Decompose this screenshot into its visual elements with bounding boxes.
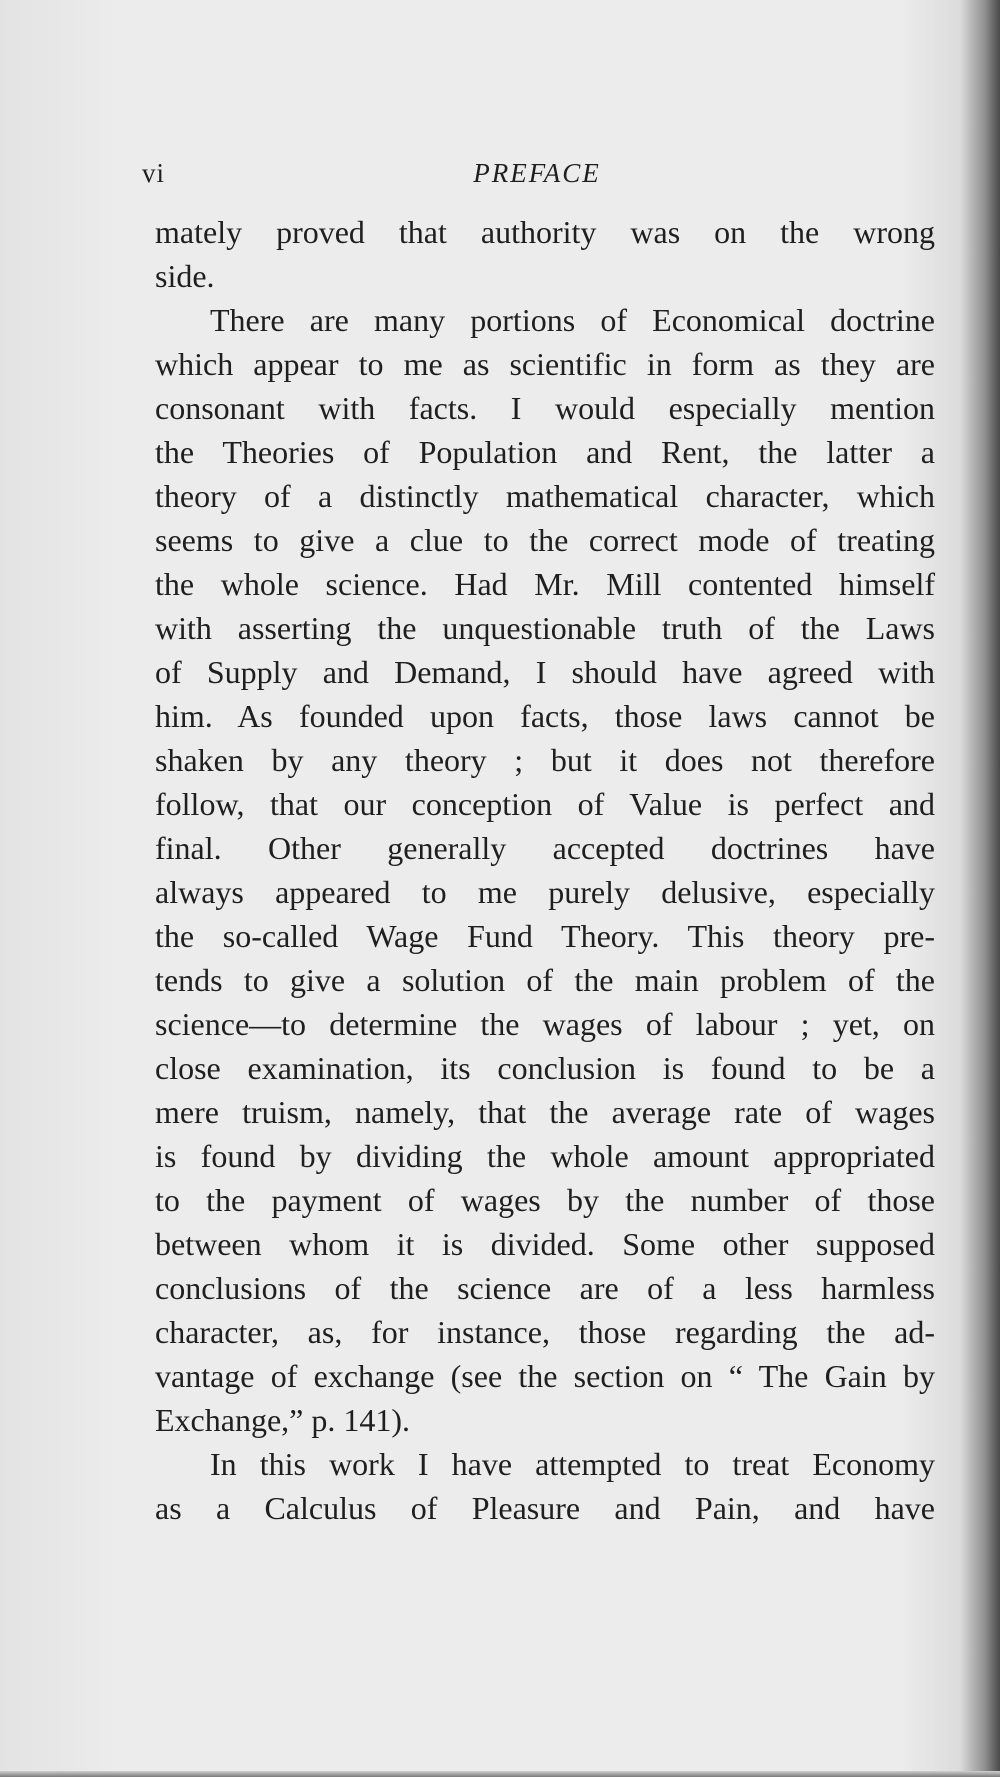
text-line: close examination, its conclusion is found to be a — [155, 1050, 935, 1086]
text-line: There are many portions of Economical doctrine — [210, 302, 935, 338]
text-line: which appear to me as scientific in form as they are — [155, 346, 935, 382]
text-line: side. — [155, 258, 215, 294]
text-line: conclusions of the science are of a less harmless — [155, 1270, 935, 1306]
text-line: to the payment of wages by the number of those — [155, 1182, 935, 1218]
text-line: with asserting the unquestionable truth of the Laws — [155, 610, 935, 646]
page-bottom-edge — [0, 1771, 1000, 1777]
text-line: final. Other generally accepted doctrines have — [155, 830, 935, 866]
text-line: shaken by any theory ; but it does not therefore — [155, 742, 935, 778]
text-line: is found by dividing the whole amount appropriated — [155, 1138, 935, 1174]
running-title: PREFACE — [473, 158, 601, 188]
text-line: mere truism, namely, that the average rate of wages — [155, 1094, 935, 1130]
text-line: between whom it is divided. Some other supposed — [155, 1226, 935, 1262]
text-line: tends to give a solution of the main problem of the — [155, 962, 935, 998]
text-line: the Theories of Population and Rent, the latter a — [155, 434, 935, 470]
text-line: the whole science. Had Mr. Mill contented himself — [155, 566, 935, 602]
page-number: vi — [142, 158, 166, 188]
text-line: as a Calculus of Pleasure and Pain, and have — [155, 1490, 935, 1526]
text-line: Exchange,” p. 141). — [155, 1402, 411, 1438]
text-line: follow, that our conception of Value is perfect and — [155, 786, 935, 822]
text-line: him. As founded upon facts, those laws cannot be — [155, 698, 935, 734]
text-line: of Supply and Demand, I should have agreed with — [155, 654, 935, 690]
text-line: the so-called Wage Fund Theory. This theory pre- — [155, 918, 935, 954]
text-line: consonant with facts. I would especially mention — [155, 390, 935, 426]
text-line: In this work I have attempted to treat Economy — [210, 1446, 935, 1482]
text-line: character, as, for instance, those regarding the ad- — [155, 1314, 935, 1350]
text-line: vantage of exchange (see the section on “ The Gain by — [155, 1358, 935, 1394]
text-line: always appeared to me purely delusive, especially — [155, 874, 935, 910]
text-line: theory of a distinctly mathematical character, which — [155, 478, 935, 514]
text-line: seems to give a clue to the correct mode of treating — [155, 522, 935, 558]
body-text — [155, 210, 935, 1530]
text-line: science—to determine the wages of labour ; yet, on — [155, 1006, 935, 1042]
text-line: mately proved that authority was on the wrong — [155, 214, 935, 250]
running-head — [142, 158, 932, 198]
